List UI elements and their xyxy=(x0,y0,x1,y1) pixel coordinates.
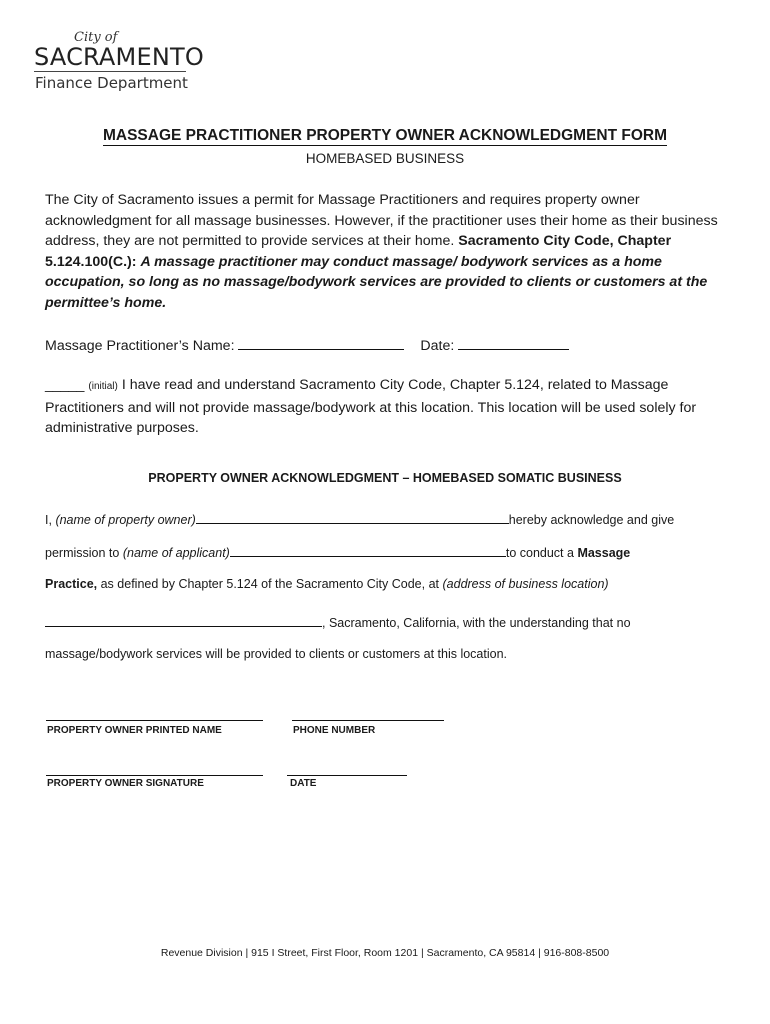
massage-bold: Massage xyxy=(577,546,631,560)
applicant-name-field[interactable] xyxy=(230,544,506,557)
form-title: MASSAGE PRACTITIONER PROPERTY OWNER ACKNOWLEDGMENT FORM xyxy=(102,127,668,144)
practitioner-date-field[interactable] xyxy=(458,335,569,350)
owner-section-heading: PROPERTY OWNER ACKNOWLEDGMENT – HOMEBASED SOMATIC BUSINESS xyxy=(148,471,622,485)
practitioner-name-field[interactable] xyxy=(238,335,404,350)
owner-line3-text: as defined by Chapter 5.124 of the Sacramento City Code, at xyxy=(100,577,440,591)
practitioner-date-label: Date: xyxy=(420,338,455,354)
intro-paragraph xyxy=(45,190,725,313)
signature-label: PROPERTY OWNER SIGNATURE xyxy=(47,778,204,789)
owner-line-4 xyxy=(45,614,631,630)
initial-paragraph xyxy=(45,375,725,439)
logo-city-of: City of xyxy=(74,30,118,45)
owner-name-hint: (name of property owner) xyxy=(55,513,196,527)
code-reference: Sacramento City Code, Chapter 5.124.100(C.): xyxy=(45,233,672,270)
printed-name-line[interactable] xyxy=(46,720,263,721)
applicant-name-hint: (name of applicant) xyxy=(122,546,230,560)
initial-text: I have read and understand Sacramento City Code, Chapter 5.124, related to Massage Practitioners and will not provide massage/bodywork at this location. This location will be used solely for administrative purposes. xyxy=(45,377,697,436)
practitioner-row xyxy=(45,335,725,357)
logo-divider xyxy=(34,71,186,72)
owner-name-field[interactable] xyxy=(196,511,509,524)
owner-line1-suffix: hereby acknowledge and give xyxy=(508,513,675,527)
owner-line2-prefix: permission to xyxy=(45,546,120,560)
address-hint: (address of business location) xyxy=(442,577,609,591)
practice-bold: Practice, xyxy=(45,577,98,591)
owner-line-3 xyxy=(45,577,609,591)
printed-name-label: PROPERTY OWNER PRINTED NAME xyxy=(47,725,222,736)
code-quote: A massage practitioner may conduct massage/ bodywork services as a home occupation, so long as no massage/bodywork services are provided to clients or customers at the permittee’s home. xyxy=(45,253,708,311)
date-line[interactable] xyxy=(287,775,407,776)
signature-line[interactable] xyxy=(46,775,263,776)
phone-label: PHONE NUMBER xyxy=(293,725,376,736)
logo-city-name: SACRAMENTO xyxy=(34,43,204,71)
owner-line-1 xyxy=(45,511,674,527)
owner-line-5: massage/bodywork services will be provided to clients or customers at this location. xyxy=(45,647,508,661)
intro-text: The City of Sacramento issues a permit for Massage Practitioners and requires property owner acknowledgment for all massage businesses. However, if the practitioner uses their home as their business address, they are not permitted to provide services at their home. xyxy=(45,192,718,249)
owner-line-2 xyxy=(45,544,630,560)
form-subtitle: HOMEBASED BUSINESS xyxy=(305,151,465,166)
date-label: DATE xyxy=(290,778,317,789)
initial-field[interactable]: _____ xyxy=(45,377,85,393)
logo-department: Finance Department xyxy=(35,74,188,92)
footer-address: Revenue Division | 915 I Street, First Floor, Room 1201 | Sacramento, CA 95814 | 916-808-8500 xyxy=(160,947,610,959)
owner-line4-suffix: , Sacramento, California, with the understanding that no xyxy=(322,616,631,630)
practitioner-name-label: Massage Practitioner’s Name: xyxy=(45,338,235,354)
address-field[interactable] xyxy=(45,614,322,627)
initial-label: (initial) xyxy=(88,381,118,392)
owner-line1-prefix: I, xyxy=(45,513,52,527)
phone-line[interactable] xyxy=(292,720,444,721)
owner-line2-suffix: to conduct a xyxy=(505,546,574,560)
